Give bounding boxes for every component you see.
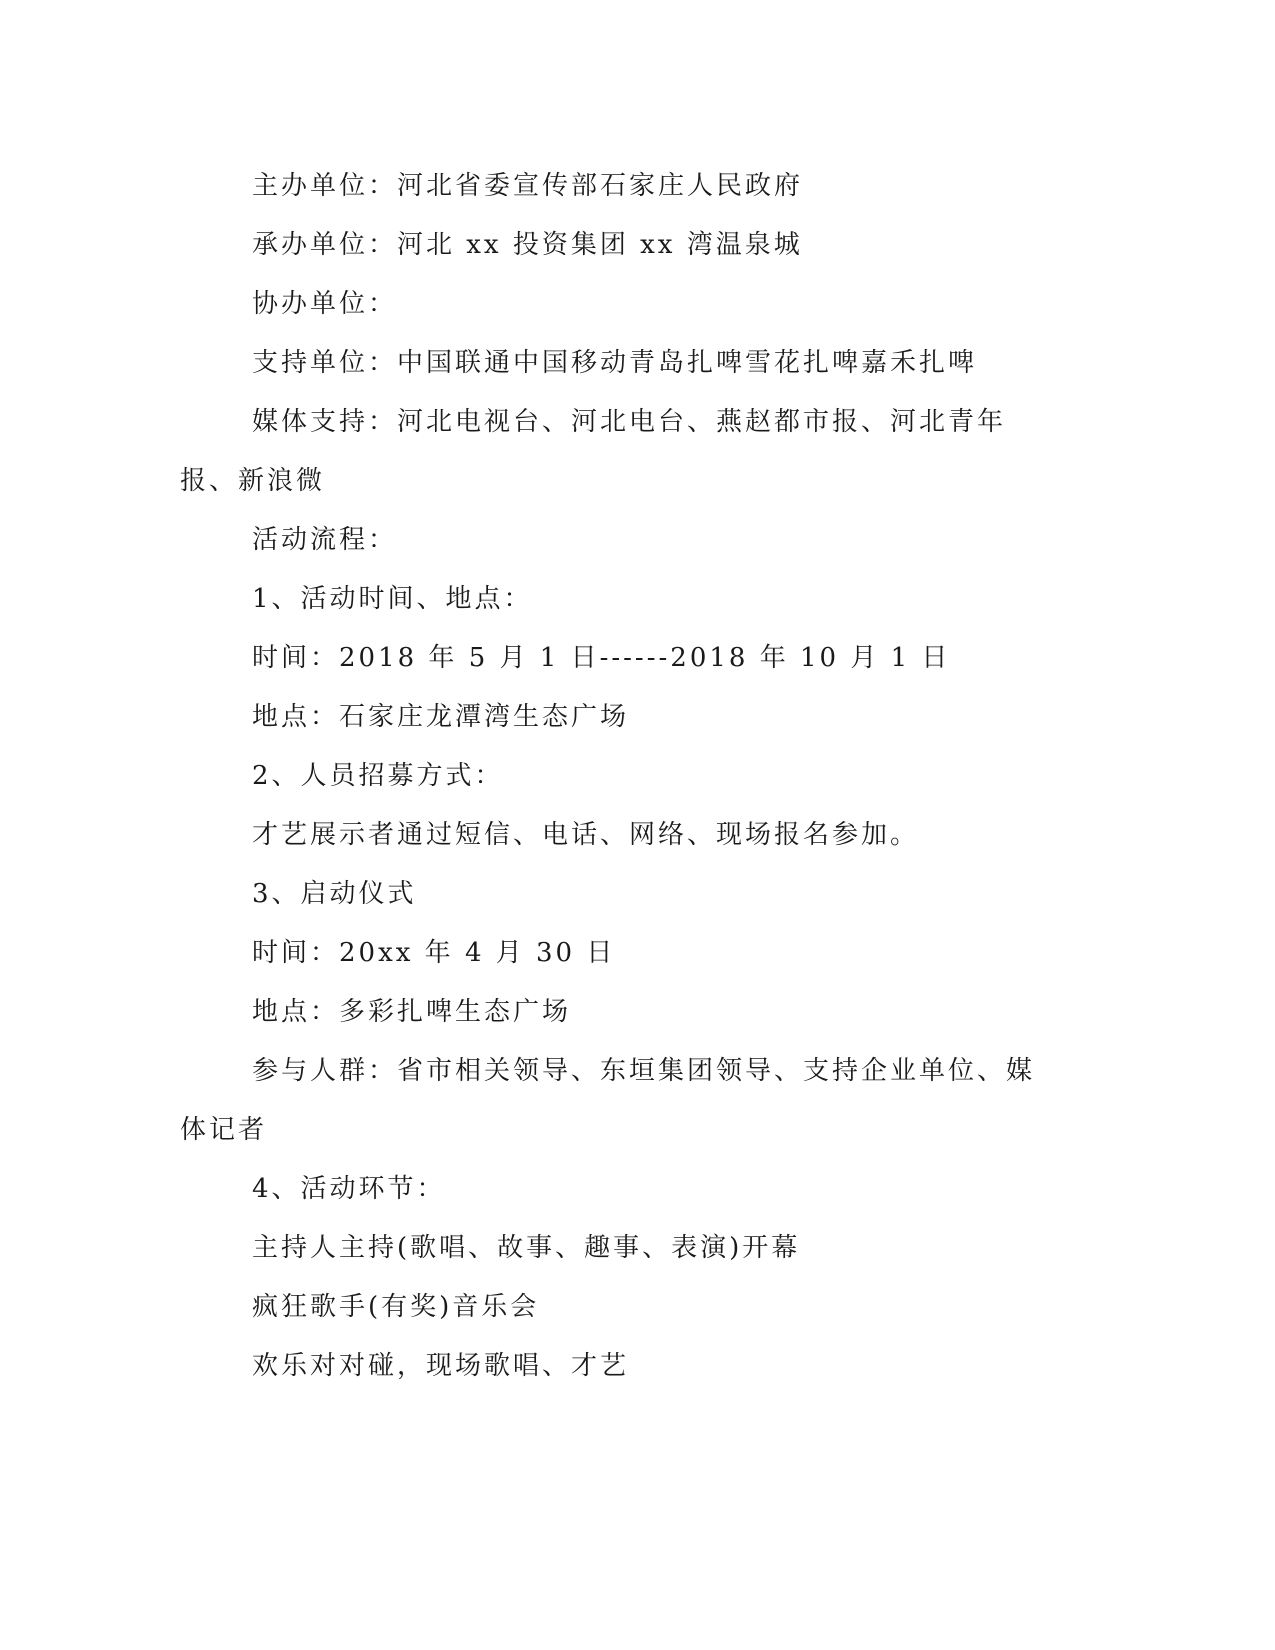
paragraph-launch-time: 时间：20xx 年 4 月 30 日 (252, 938, 616, 968)
paragraph-time-place-heading: 1、活动时间、地点： (252, 584, 533, 614)
paragraph-time: 时间：2018 年 5 月 1 日------2018 年 10 月 1 日 (252, 643, 951, 673)
paragraph-place: 地点：石家庄龙潭湾生态广场 (252, 702, 630, 732)
paragraph-co-organizer: 协办单位： (252, 289, 398, 319)
paragraph-segments-heading: 4、活动环节： (252, 1174, 446, 1204)
paragraph-media-support: 媒体支持：河北电视台、河北电台、燕赵都市报、河北青年报、新浪微 (180, 407, 1007, 496)
paragraph-recruitment: 才艺展示者通过短信、电话、网络、现场报名参加。 (252, 820, 920, 850)
paragraph-participants: 参与人群：省市相关领导、东垣集团领导、支持企业单位、媒体记者 (180, 1056, 1036, 1145)
paragraph-supporters: 支持单位：中国联通中国移动青岛扎啤雪花扎啤嘉禾扎啤 (252, 348, 978, 378)
paragraph-segment-concert: 疯狂歌手(有奖)音乐会 (252, 1292, 540, 1322)
paragraph-launch-place: 地点：多彩扎啤生态广场 (252, 997, 572, 1027)
paragraph-recruitment-heading: 2、人员招募方式： (252, 761, 504, 791)
paragraph-organizer: 主办单位：河北省委宣传部石家庄人民政府 (252, 171, 804, 201)
paragraph-host: 承办单位：河北 xx 投资集团 xx 湾温泉城 (252, 230, 803, 260)
document-body (180, 157, 1060, 1396)
paragraph-activity-flow: 活动流程： (252, 525, 398, 555)
paragraph-segment-talent: 欢乐对对碰，现场歌唱、才艺 (252, 1351, 630, 1381)
paragraph-segment-opening: 主持人主持(歌唱、故事、趣事、表演)开幕 (252, 1233, 801, 1263)
paragraph-launch-heading: 3、启动仪式 (252, 879, 417, 909)
